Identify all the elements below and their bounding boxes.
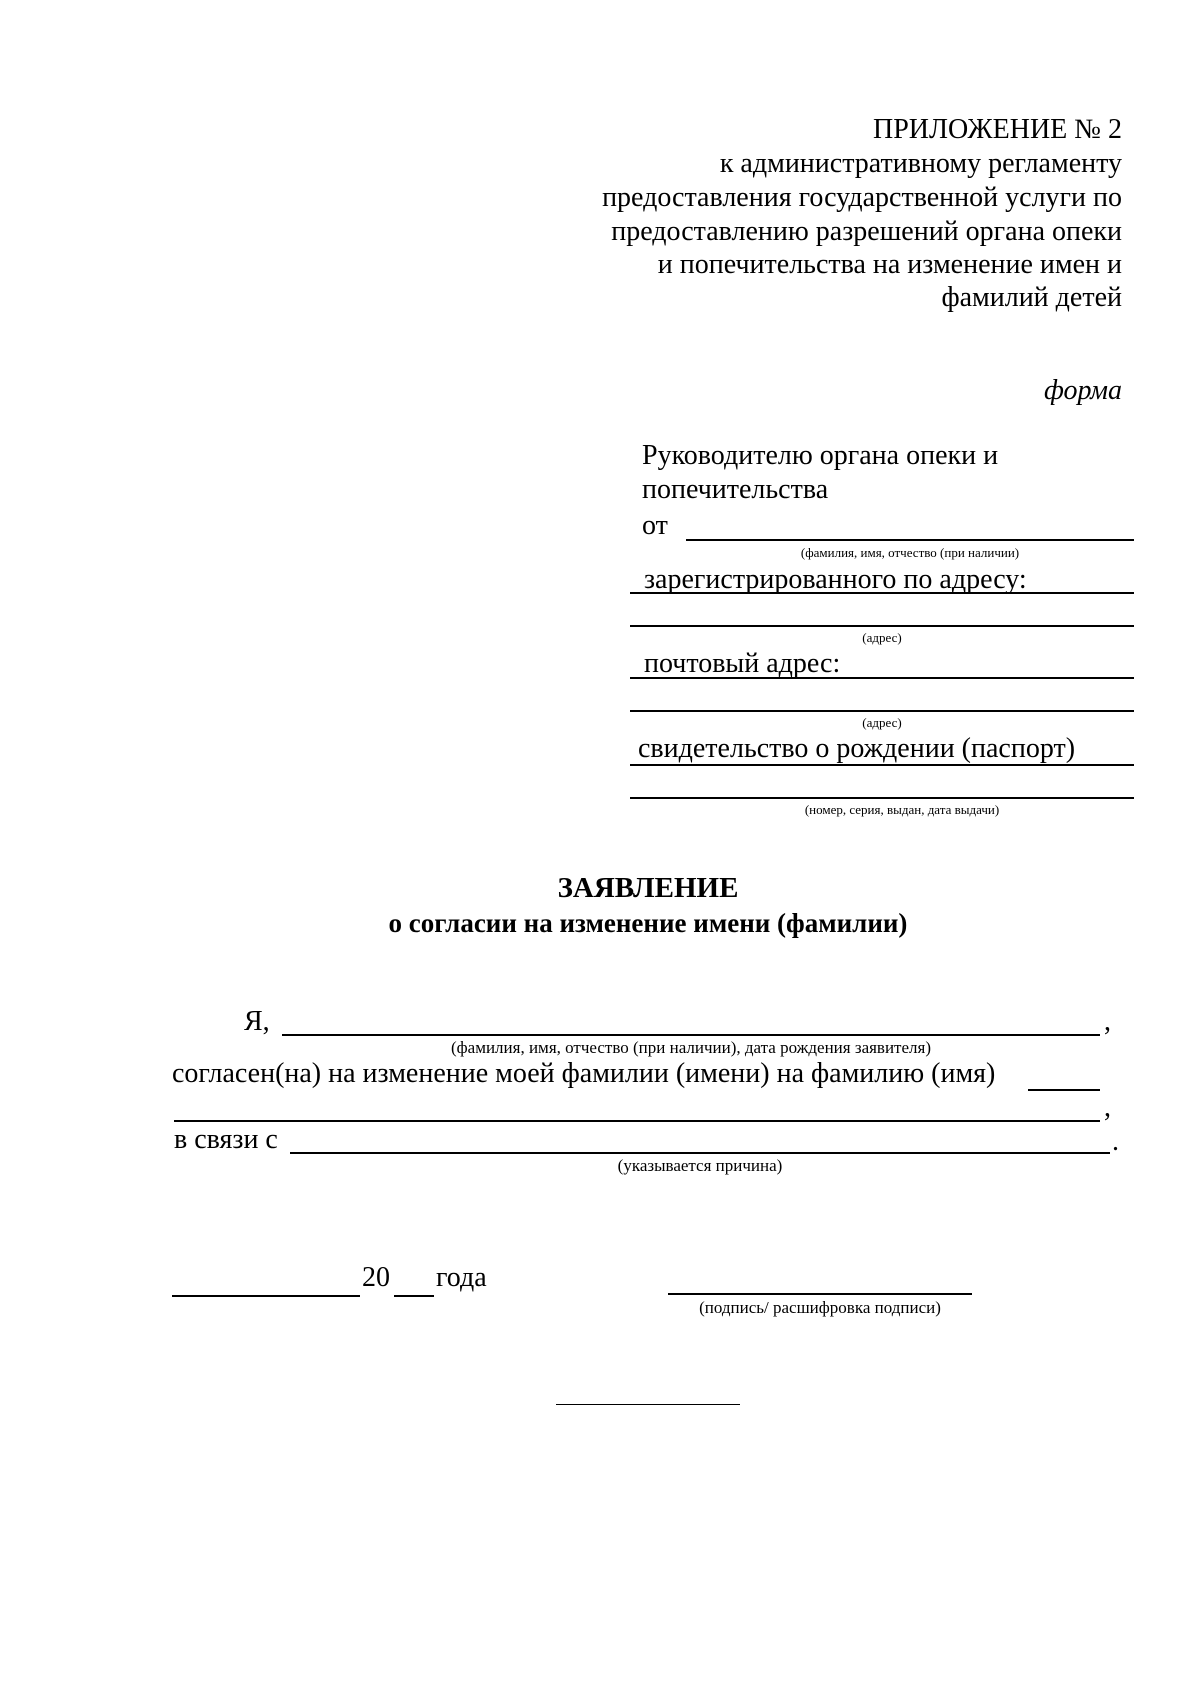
address-caption: (адрес): [862, 630, 902, 645]
reason-caption: (указывается причина): [617, 1156, 783, 1175]
signature-field[interactable]: [668, 1293, 972, 1295]
comma-2: ,: [1104, 1092, 1111, 1123]
from-caption: (фамилия, имя, отчество (при наличии): [800, 545, 1020, 560]
header-line-4: и попечительства на изменение имен и: [657, 249, 1122, 280]
header-line-2: предоставления государственной услуги по: [602, 182, 1122, 213]
registered-line: [630, 592, 1134, 594]
registered-address-field[interactable]: [630, 625, 1134, 627]
certificate-field[interactable]: [630, 797, 1134, 799]
header-line-1: к административному регламенту: [719, 148, 1122, 179]
new-name-field-start[interactable]: [1028, 1089, 1100, 1091]
certificate-label: свидетельство о рождении (паспорт): [638, 733, 1076, 764]
document-subtitle: о согласии на изменение имени (фамилии): [388, 908, 908, 938]
year-prefix: 20: [362, 1262, 390, 1293]
year-field[interactable]: [394, 1295, 434, 1297]
reason-field[interactable]: [290, 1152, 1110, 1154]
header-line-5: фамилий детей: [941, 282, 1122, 313]
date-field[interactable]: [172, 1295, 360, 1297]
comma-1: ,: [1104, 1006, 1111, 1037]
from-label: от: [642, 510, 668, 541]
footer-divider: [556, 1404, 740, 1405]
period: .: [1112, 1126, 1119, 1157]
applicant-caption: (фамилия, имя, отчество (при наличии), дата рождения заявителя): [450, 1038, 931, 1057]
year-suffix: года: [436, 1262, 487, 1293]
document-title: ЗАЯВЛЕНИЕ: [557, 872, 739, 904]
from-name-field[interactable]: [686, 539, 1134, 541]
postal-label: почтовый адрес:: [644, 648, 841, 679]
new-name-field[interactable]: [174, 1120, 1100, 1122]
addressee-line-2: попечительства: [642, 474, 829, 505]
appendix-title: ПРИЛОЖЕНИЕ № 2: [873, 114, 1122, 145]
postal-line: [630, 677, 1134, 679]
applicant-field[interactable]: [282, 1034, 1100, 1036]
addressee-line-1: Руководителю органа опеки и: [642, 440, 999, 471]
form-label: форма: [1044, 375, 1122, 406]
signature-caption: (подпись/ расшифровка подписи): [699, 1298, 941, 1317]
certificate-line: [630, 764, 1134, 766]
i-label: Я,: [244, 1006, 270, 1037]
certificate-caption: (номер, серия, выдан, дата выдачи): [804, 802, 1000, 817]
header-line-3: предоставлению разрешений органа опеки: [611, 216, 1122, 247]
registered-label: зарегистрированного по адресу:: [644, 564, 1027, 595]
reason-label: в связи с: [174, 1124, 278, 1155]
postal-caption: (адрес): [862, 715, 902, 730]
postal-address-field[interactable]: [630, 710, 1134, 712]
consent-text: согласен(на) на изменение моей фамилии (имени) на фамилию (имя): [172, 1058, 996, 1089]
